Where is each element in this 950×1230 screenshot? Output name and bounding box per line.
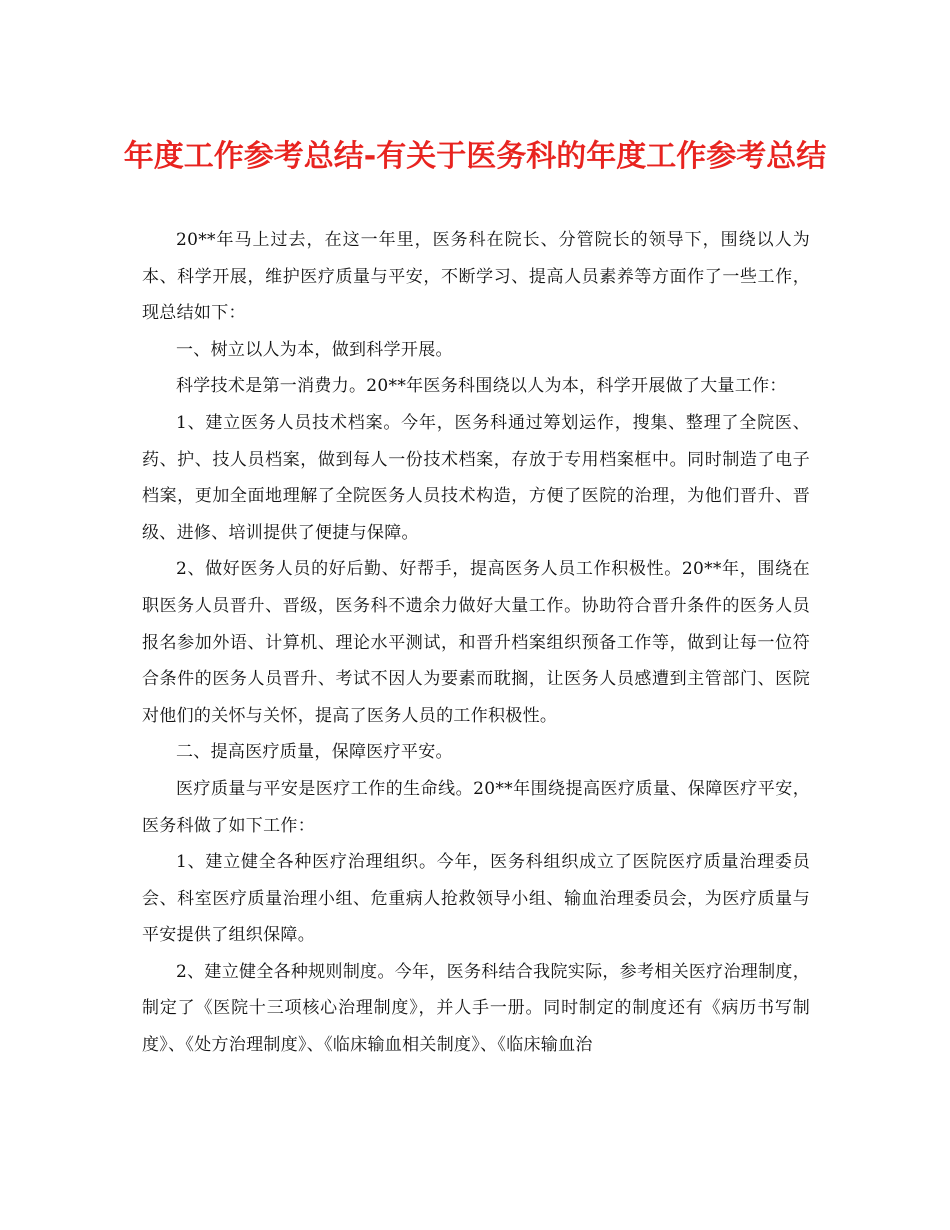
- paragraph-item-2-regulations: 2、建立健全各种规则制度。今年，医务科结合我院实际，参考相关医疗治理制度，制定了《医院十三项核心治理制度》，并人手一册。同时制定的制度还有《病历书写制度》、《处方治理制度》、《临床输血相关制度》、《临床输血治: [142, 961, 810, 1056]
- heading-section-2: 二、提高医疗质量，保障医疗平安。: [176, 742, 453, 763]
- heading-section-1: 一、树立以人为本，做到科学开展。: [176, 339, 453, 360]
- paragraph-section-1-intro: 科学技术是第一消费力。20**年医务科围绕以人为本，科学开展做了大量工作：: [176, 376, 787, 397]
- document-body: [142, 222, 810, 1064]
- document-title: 年度工作参考总结-有关于医务科的年度工作参考总结: [123, 139, 827, 174]
- paragraph-intro: 20**年马上过去，在这一年里，医务科在院长、分管院长的领导下，围绕以人为本、科学开展，维护医疗质量与平安，不断学习、提高人员素养等方面作了一些工作，现总结如下：: [142, 230, 810, 324]
- paragraph-item-2-support: 2、做好医务人员的好后勤、好帮手，提高医务人员工作积极性。20**年，围绕在职医务人员晋升、晋级，医务科不遗余力做好大量工作。协助符合晋升条件的医务人员报名参加外语、计算机、理论水平测试，和晋升档案组织预备工作等，做到让每一位符合条件的医务人员晋升、考试不因人为要素而耽搁，让医务人员感遭到主管部门、医院对他们的关怀与关怀，提高了医务人员的工作积极性。: [142, 559, 810, 726]
- paragraph-item-1-organizations: 1、建立健全各种医疗治理组织。今年，医务科组织成立了医院医疗质量治理委员会、科室医疗质量治理小组、危重病人抢救领导小组、输血治理委员会，为医疗质量与平安提供了组织保障。: [142, 852, 810, 946]
- paragraph-item-1-archives: 1、建立医务人员技术档案。今年，医务科通过筹划运作，搜集、整理了全院医、药、护、技人员档案，做到每人一份技术档案，存放于专用档案框中。同时制造了电子档案，更加全面地理解了全院医务人员技术构造，方便了医院的治理，为他们晋升、晋级、进修、培训提供了便捷与保障。: [142, 412, 810, 543]
- paragraph-section-2-intro: 医疗质量与平安是医疗工作的生命线。20**年围绕提高医疗质量、保障医疗平安，医务科做了如下工作：: [142, 778, 810, 836]
